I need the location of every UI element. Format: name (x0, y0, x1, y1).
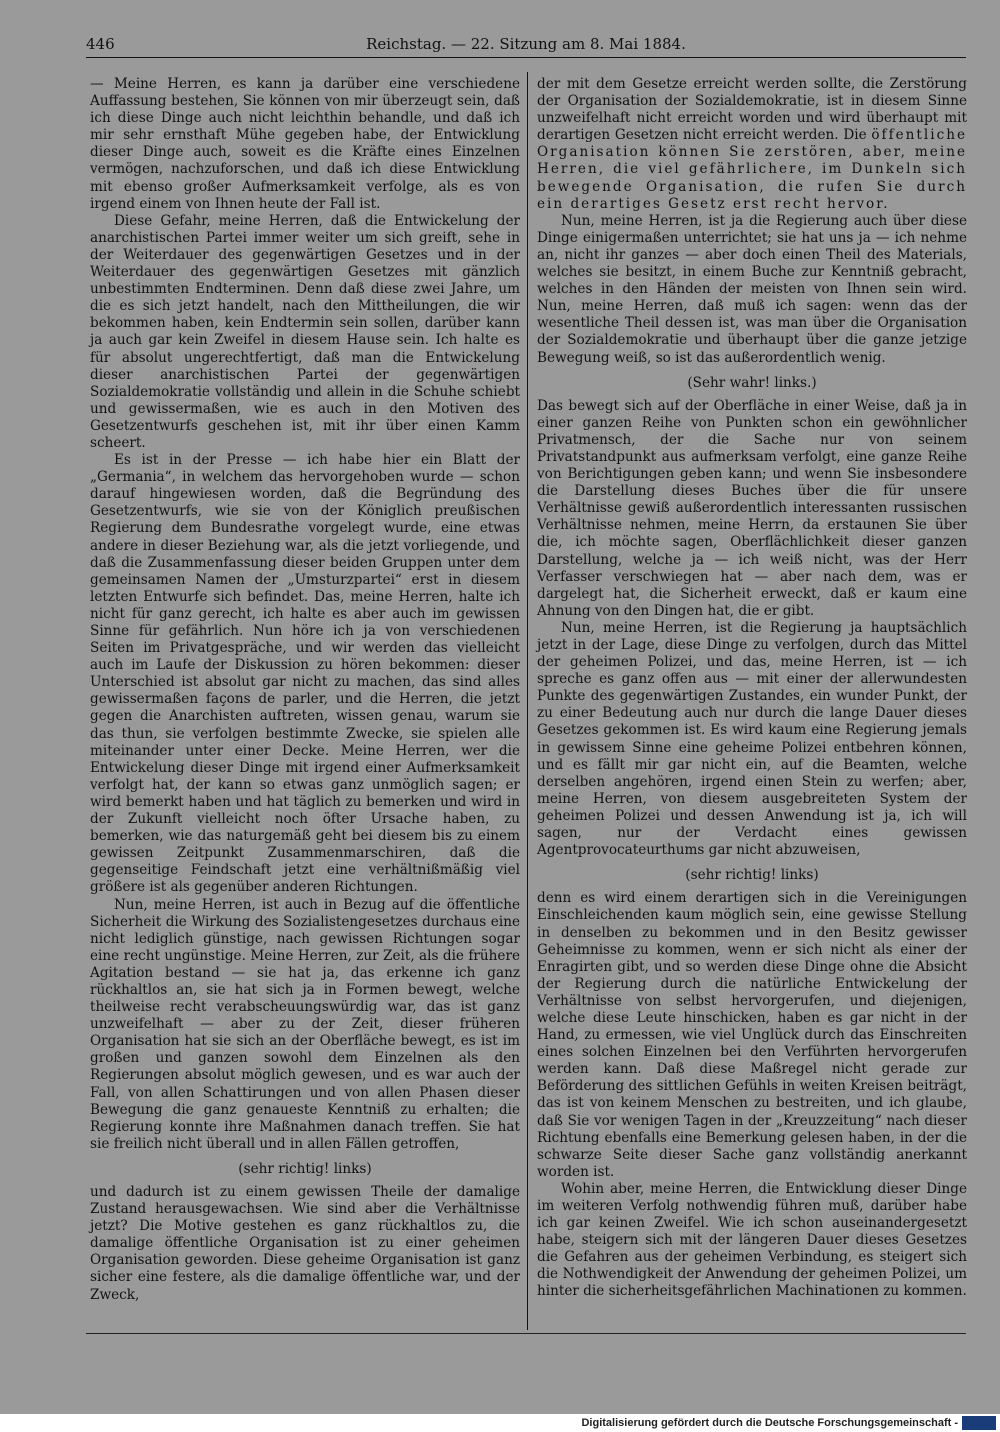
bottom-rule (86, 1333, 966, 1334)
right-paragraph-4: Nun, meine Herren, ist die Regierung ja hauptsächlich jetzt in der Lage, diese Dinge zu verfolgen, durch das Mittel der geheimen Polizei, und das, meine Herren, ist — ich spreche es ganz offen aus — mit einer der allerwundesten Punkte des gegenwärtigen Zustandes, ein wunder Punkt, der zu einer Bedeutung auch nur durch die lange Dauer dieses Gesetzes gekommen ist. Es wird kaum eine Regierung jemals in gewissem Sinne eine geheime Polizei entbehren können, und es fällt mir gar nicht ein, auf die Beamten, welche derselben angehören, irgend einen Stein zu werfen; aber, meine Herren, von diesem ausgebreiteten System der geheimen Polizei und dessen Anwendung ist ja, ich will sagen, nur der Verdacht eines gewissen Agentprovocateurthums gar nicht abzuweisen, (537, 619, 967, 859)
right-paragraph-6: Wohin aber, meine Herren, die Entwicklung dieser Dinge im weiteren Verfolg nothwendig führen muß, darüber habe ich gar keinen Zweifel. Wie ich schon auseinandergesetzt habe, steigern sich mit der längeren Dauer dieses Gesetzes die Gefahren aus der geheimen Verbindung, es steigert sich die Nothwendigkeit der Anwendung der geheimen Polizei, um hinter die sicherheitsgefährlichen Machinationen zu kommen. (537, 1180, 967, 1300)
right-paragraph-1a: der mit dem Gesetze erreicht werden sollte, die Zerstörung der Organisation der Sozialdemokratie, ist in diesem Sinne unzweifelhaft nicht erreicht worden und wird überhaupt mit derartigen Gesetzen nicht erreicht werden. Die (537, 76, 967, 144)
right-paragraph-1b-emphasis: öffentliche Organisation können Sie zerstören, aber, meine Herren, die viel gefährlichere, im Dunkeln sich bewegende Organisation, die rufen Sie durch ein derartiges Gesetz erst recht hervor. (537, 127, 967, 212)
footer-credit: Digitalisierung gefördert durch die Deutsche Forschungsgemeinschaft - (581, 1417, 958, 1429)
page-title: Reichstag. — 22. Sitzung am 8. Mai 1884. (366, 35, 686, 53)
left-paragraph-4: Nun, meine Herren, ist auch in Bezug auf die öffentliche Sicherheit die Wirkung des Sozialistengesetzes durchaus eine nicht lediglich günstige, nach gewissen Richtungen sogar eine recht ungünstige. Meine Herren, zur Zeit, als die frühere Agitation bestand — sie hat ja, das erkenne ich ganz rückhaltlos an, sie hat sich ja in Formen bewegt, welche theilweise recht verabscheuungswürdig war, das ist ganz unzweifelhaft — aber zu der Zeit, dieser früheren Organisation hat sie sich an der Oberfläche bewegt, es ist im großen und ganzen sowohl dem Einzelnen als den Regierungen absolut möglich gewesen, und es war auch der Fall, von allen Schattirungen und von allen Phasen dieser Bewegung die ganz genaueste Kenntniß zu erhalten; die Regierung konnte ihre Maßnahmen danach treffen. Sie hat sie freilich nicht überall und in allen Fällen getroffen, (90, 896, 520, 1152)
left-paragraph-5: und dadurch ist zu einem gewissen Theile der damalige Zustand herausgewachsen. Wie sind aber die Verhältnisse jetzt? Die Motive gestehen es ganz rückhaltlos zu, die damalige öffentliche Organisation ist zu einer geheimen Organisation geworden. Diese geheime Organisation ist ganz sicher eine festere, als die damalige öffentliche war, und der Zweck, (90, 1184, 520, 1303)
page-number: 446 (86, 35, 115, 53)
left-paragraph-1: — Meine Herren, es kann ja darüber eine verschiedene Auffassung bestehen, Sie können von mir überzeugt sein, daß ich diese Dinge auch nicht leichthin behandle, und daß ich mir sehr ernsthaft Mühe gegeben habe, der Entwicklung dieser Dinge auch, soweit es die Kräfte eines Einzelnen vermögen, nachzuforschen, und daß ich diese Entwicklung mit ebenso großer Aufmerksamkeit verfolge, als es von irgend einem von Ihnen heute der Fall ist. (90, 76, 520, 212)
column-divider (527, 72, 528, 1330)
left-paragraph-3: Es ist in der Presse — ich habe hier ein Blatt der „Germania“, in welchem das hervorgehoben wurde — schon darauf hingewiesen worden, daß die Begründung des Gesetzentwurfs, wie sie von der Königlich preußischen Regierung dem Bundesrathe vorgelegt wurde, eine etwas andere in dieser Beziehung war, als die jetzt vorliegende, und daß die Zusammenfassung dieser beiden Gruppen unter dem gemeinsamen Namen der „Umsturzpartei“ erst in diesem letzten Entwurfe sich befindet. Das, meine Herren, halte ich nicht für ganz gerecht, ich halte es aber auch im gewissen Sinne für gefährlich. Nun höre ich ja von verschiedenen Seiten im Privatgespräche, und wir werden das vielleicht auch im Laufe der Diskussion zu hören bekommen: dieser Unterschied ist absolut gar nicht zu machen, das sind alles gewissermaßen façons de parler, und die Herren, die jetzt gegen die Anarchisten auftreten, wissen genau, warum sie das thun, sie verfolgen bestimmte Zwecke, sie spielen alle miteinander unter einer Decke. Meine Herren, wer die Entwickelung dieser Dinge mit irgend einer Aufmerksamkeit verfolgt hat, der kann so etwas ganz unmöglich sagen; er wird bemerkt haben und hat täglich zu bemerken und wird in der Zukunft vielleicht noch öfter Ursache haben, zu bemerken, wie das naturgemäß geht bei diesem bis zu einem gewissen Zeitpunkt Zusammenmarschiren, daß die gegenseitige Feindschaft jetzt eine verhältnißmäßig viel größere ist als gegenüber anderen Richtungen. (90, 452, 520, 896)
left-paragraph-2: Diese Gefahr, meine Herren, daß die Entwickelung der anarchistischen Partei immer weiter um sich greift, sehe in der Weiterdauer des gegenwärtigen Gesetzes und in der Weiterdauer des gegenwärtigen Gesetzes mit gänzlich unbestimmten Endterminen. Denn daß diese zwei Jahre, um die es sich jetzt handelt, nach den Mittheilungen, die wir bekommen haben, kein Endtermin sein sollen, darüber kann ja auch gar kein Zweifel in diesem Hause sein. Ich halte es für absolut ungerechtfertigt, daß man die Entwickelung dieser anarchistischen Partei der gegenwärtigen Sozialdemokratie vollständig und allein in die Schuhe schiebt und gewissermaßen, wie es auch in den Motiven des Gesetzentwurfs geschehen ist, mit ihr über einen Kamm scheert. (90, 212, 520, 451)
page-header (86, 33, 966, 55)
footer-bar (0, 1414, 1000, 1432)
left-column (90, 76, 520, 1304)
right-column (537, 76, 967, 1301)
right-interjection-1: (Sehr wahr! links.) (687, 374, 817, 391)
right-paragraph-5: denn es wird einem derartigen sich in die Vereinigungen Einschleichenden kaum möglich sein, eine gewisse Stellung in denselben zu bekommen und in den Besitz gewisser Geheimnisse zu kommen, wenn er sich nicht als einer der Enragirten gibt, und so werden diese Dinge ohne die Absicht der Regierung durch die natürliche Entwickelung der Verhältnisse von selbst hervorgerufen, und diejenigen, welche diese Leute hinschicken, haben es gar nicht in der Hand, zu ermessen, wie viel Unglück durch das Einschreiten eines solchen Einzelnen bei den Verführten hervorgerufen werden kann. Daß diese Maßregel nicht gerade zur Beförderung des sittlichen Gefühls in weiten Kreisen beiträgt, das ist von keinem Menschen zu bestreiten, und ich glaube, daß Sie vor wenigen Tagen in der „Kreuzzeitung“ nach dieser Richtung ebenfalls eine Bemerkung gelesen haben, in der die schwarze Seite dieser Sache ganz vollständig anerkannt worden ist. (537, 890, 967, 1180)
right-paragraph-3: Das bewegt sich auf der Oberfläche in einer Weise, daß ja in einer ganzen Reihe von Punkten schon ein gewöhnlicher Privatmensch, der die Sache nur von seinem Privatstandpunkt aus aufmerksam verfolgt, eine ganze Reihe von Berichtigungen geben kann; und wenn Sie insbesondere die Darstellung dieses Buches über die für unsere Verhältnisse gewiß außerordentlich interessanten russischen Verhältnisse nehmen, meine Herrn, da erstaunen Sie über die, ich möchte sagen, Oberflächlichkeit dieser ganzen Darstellung, welche ja — ich weiß nicht, was der Herr Verfasser verschwiegen hat — aber nach dem, was er dargelegt hat, die Sicherheit erweckt, daß er kaum eine Ahnung von den Dingen hat, die er gibt. (537, 397, 967, 619)
header-rule (86, 57, 966, 58)
dfg-logo (962, 1416, 996, 1430)
right-paragraph-2: Nun, meine Herren, ist ja die Regierung auch über diese Dinge einigermaßen unterrichtet; sie hat uns ja — ich nehme an, nicht ihr ganzes — aber doch einen Theil des Materials, welches sie besitzt, in einem Buche zur Kenntniß gebracht, welches in den Händen der meisten von Ihnen sein wird. Nun, meine Herren, daß muß ich sagen: wenn das der wesentliche Theil dessen ist, was man über die Organisation der Sozialdemokratie und überhaupt über die ganze jetzige Bewegung weiß, so ist das außerordentlich wenig. (537, 212, 967, 366)
right-paragraph-1 (537, 76, 967, 213)
right-interjection-2: (sehr richtig! links) (685, 867, 819, 884)
left-interjection: (sehr richtig! links) (238, 1160, 372, 1177)
